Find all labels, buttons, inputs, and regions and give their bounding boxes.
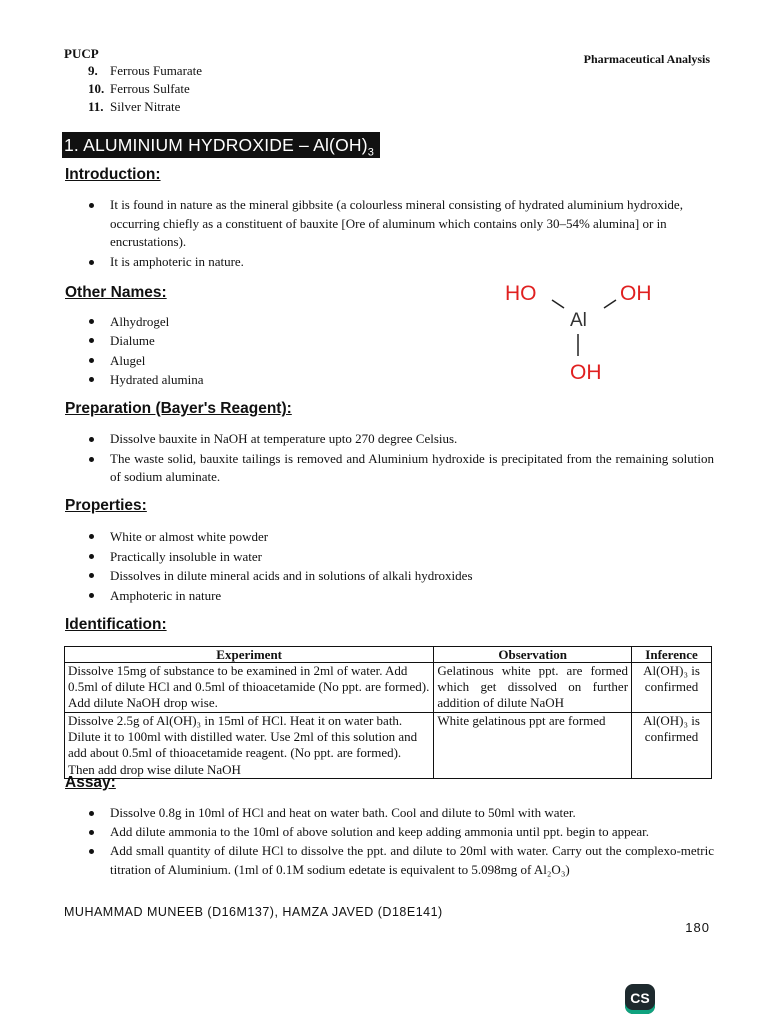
column-header: Observation: [434, 647, 632, 663]
table-row: [65, 663, 712, 713]
column-header: Inference: [632, 647, 712, 663]
assay-heading: Assay:: [65, 774, 116, 791]
footer-authors: MUHAMMAD MUNEEB (D16M137), HAMZA JAVED (D18E141): [64, 905, 443, 919]
preparation-list: [86, 430, 714, 487]
list-item: Dissolve 0.8g in 10ml of HCl and heat on water bath. Cool and dilute to 50ml with water.: [86, 804, 714, 822]
inference-cell: Al(OH)₃ is confirmed: [632, 713, 712, 779]
preparation-heading: Preparation (Bayer's Reagent):: [65, 400, 292, 417]
list-item: Alugel: [86, 351, 204, 370]
list-item: 10. Ferrous Sulfate: [88, 81, 190, 96]
introduction-heading: Introduction:: [65, 166, 161, 183]
aluminium-atom-label: Al: [570, 310, 587, 331]
observation-cell: Gelatinous white ppt. are formed which get dissolved on further addition of dilute NaOH: [434, 663, 632, 713]
inference-cell: Al(OH)₃ is confirmed: [632, 663, 712, 713]
structure-diagram: [500, 278, 680, 388]
table-row: [65, 713, 712, 779]
column-header: Experiment: [65, 647, 434, 663]
list-item: Amphoteric in nature: [86, 586, 473, 606]
list-item: The waste solid, bauxite tailings is removed and Aluminium hydroxide is precipitated from the remaining solution of sodium aluminate.: [86, 450, 714, 487]
page-number: 180: [685, 920, 710, 935]
list-item: Practically insoluble in water: [86, 547, 473, 567]
numbered-list: [88, 62, 202, 116]
list-item: Dissolve bauxite in NaOH at temperature upto 270 degree Celsius.: [86, 430, 714, 449]
list-item: Dissolves in dilute mineral acids and in solutions of alkali hydroxides: [86, 566, 473, 586]
list-item: Add dilute ammonia to the 10ml of above solution and keep adding ammonia until ppt. begin to appear.: [86, 823, 714, 841]
list-item: 9. Ferrous Fumarate: [88, 63, 203, 78]
other-names-heading: Other Names:: [65, 284, 167, 301]
introduction-list: [86, 196, 714, 271]
list-item: 11. Silver Nitrate: [88, 99, 181, 114]
other-names-list: [86, 312, 204, 389]
list-item: It is found in nature as the mineral gibbsite (a colourless mineral consisting of hydrated aluminium hydroxide, occurring chiefly as a constituent of bauxite [Ore of aluminum which contains only 30–54% alumina] or in encrustations).: [86, 196, 714, 252]
bond-line-right: [604, 300, 616, 308]
header-right: Pharmaceutical Analysis: [583, 52, 710, 66]
assay-list: [86, 804, 714, 879]
identification-table: [64, 646, 712, 779]
list-item: Hydrated alumina: [86, 370, 204, 389]
bond-line-left: [552, 300, 564, 308]
section-title: 1. ALUMINIUM HYDROXIDE – $Al(OH)_3$: [62, 132, 380, 158]
list-item: Alhydrogel: [86, 312, 204, 331]
properties-list: [86, 527, 473, 605]
camscanner-logo-icon: CS: [625, 984, 655, 1014]
header-left: PUCP: [64, 46, 99, 61]
hydroxyl-right-label: OH: [620, 282, 652, 305]
experiment-cell: Dissolve 2.5g of Al(OH)₃ in 15ml of HCl. Heat it on water bath. Dilute it to 100ml with distilled water. Use 2ml of this solution and add about 0.5ml of thioacetamide reagent. (No ppt. are formed). Then add drop wise dilute NaOH: [65, 713, 434, 779]
list-item: Add small quantity of dilute HCl to dissolve the ppt. and dilute to 20ml with water. Carry out the complexo-metric titration of Aluminium. (1ml of 0.1M sodium edetate is equivalent to 5.098mg of Al₂O₃): [86, 842, 714, 878]
identification-heading: Identification:: [65, 616, 167, 633]
list-item: Dialume: [86, 331, 204, 350]
table-header-row: [65, 647, 712, 663]
list-item: White or almost white powder: [86, 527, 473, 547]
properties-heading: Properties:: [65, 497, 147, 514]
hydroxyl-bottom-label: OH: [570, 361, 602, 384]
list-item: It is amphoteric in nature.: [86, 253, 714, 272]
experiment-cell: Dissolve 15mg of substance to be examined in 2ml of water. Add 0.5ml of dilute HCl and 0.5ml of thioacetamide (No ppt. are formed). Add dilute NaOH drop wise.: [65, 663, 434, 713]
hydroxyl-left-label: HO: [505, 282, 537, 305]
observation-cell: White gelatinous ppt are formed: [434, 713, 632, 779]
